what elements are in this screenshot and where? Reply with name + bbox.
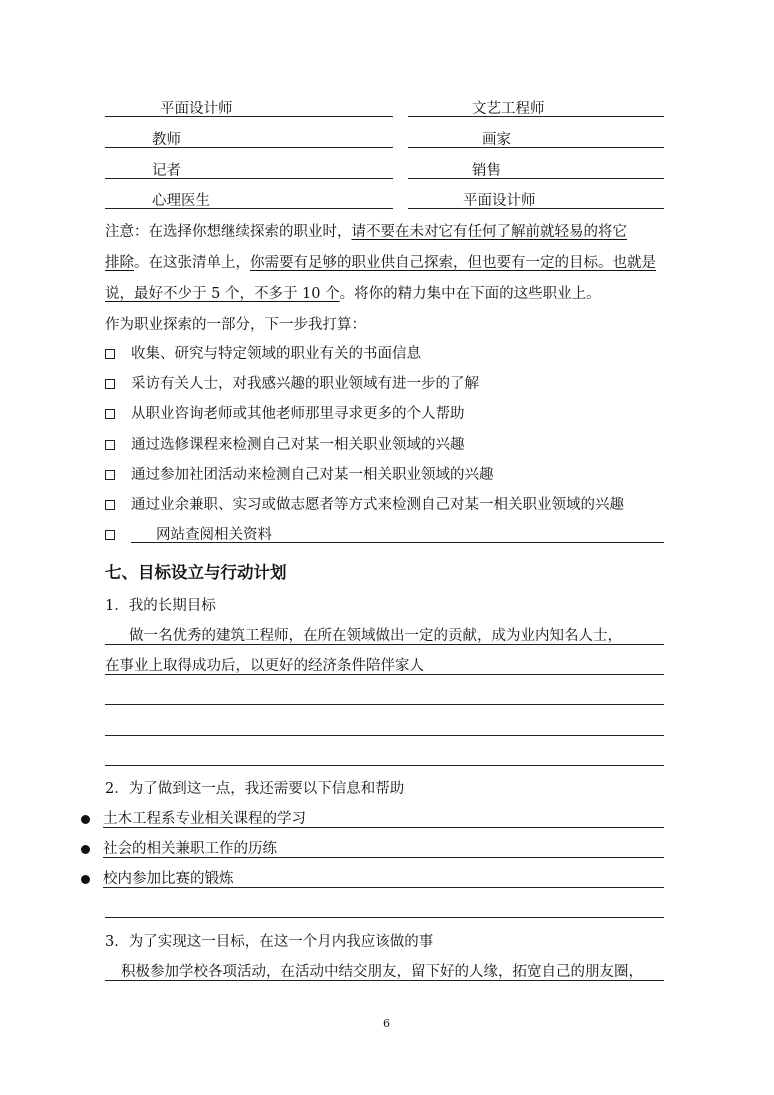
answer-line-blank	[105, 917, 664, 918]
page-number: 6	[383, 1017, 390, 1030]
career-left-2: 教师	[152, 132, 181, 148]
q2-item-1: 土木工程系专业相关课程的学习	[103, 811, 306, 827]
q3-label: 3．为了实现这一目标，在这一个月内我应该做的事	[105, 934, 434, 950]
section-heading: 七、目标设立与行动计划	[105, 563, 287, 582]
checklist-item: 通过选修课程来检测自己对某一相关职业领域的兴趣	[131, 437, 465, 453]
answer-line	[105, 980, 664, 981]
checklist-item: 收集、研究与特定领域的职业有关的书面信息	[131, 346, 421, 362]
career-left-1: 平面设计师	[160, 101, 233, 117]
career-right-3: 销售	[472, 163, 501, 179]
q1-label: 1．我的长期目标	[105, 598, 216, 614]
bullet-icon	[81, 845, 90, 854]
career-right-2: 画家	[482, 132, 511, 148]
career-line	[408, 116, 664, 117]
plan-intro: 作为职业探索的一部分，下一步我打算：	[105, 317, 366, 333]
career-line	[105, 116, 393, 117]
q1-answer-line-2: 在事业上取得成功后，以更好的经济条件陪伴家人	[105, 658, 424, 674]
bullet-icon	[81, 875, 90, 884]
checkbox-1[interactable]	[105, 349, 115, 359]
checkbox-3[interactable]	[105, 409, 115, 419]
career-left-3: 记者	[152, 163, 181, 179]
q1-answer-line-1: 做一名优秀的建筑工程师，在所在领域做出一定的贡献，成为业内知名人士，	[129, 628, 622, 644]
answer-line-blank	[105, 704, 664, 705]
bullet-icon	[81, 815, 90, 824]
answer-line	[105, 644, 664, 645]
checkbox-5[interactable]	[105, 470, 115, 480]
q3-answer-line-1: 积极参加学校各项活动，在活动中结交朋友，留下好的人缘，拓宽自己的朋友圈，	[121, 964, 643, 980]
career-right-1: 文艺工程师	[472, 101, 545, 117]
career-line	[105, 178, 393, 179]
career-line	[408, 147, 664, 148]
answer-line	[103, 827, 664, 828]
checkbox-7[interactable]	[105, 530, 115, 540]
checklist-item: 通过业余兼职、实习或做志愿者等方式来检测自己对某一相关职业领域的兴趣	[131, 497, 624, 513]
checklist-item: 采访有关人士，对我感兴趣的职业领域有进一步的了解	[131, 376, 479, 392]
note-line-2: 排除。在这张清单上，你需要有足够的职业供自己探索，但也要有一定的目标。也就是	[105, 255, 656, 271]
checklist-item: 网站查阅相关资料	[156, 527, 272, 543]
career-left-4: 心理医生	[152, 193, 210, 209]
career-line	[408, 208, 664, 209]
checkbox-2[interactable]	[105, 379, 115, 389]
q2-item-3: 校内参加比赛的锻炼	[103, 871, 234, 887]
q2-label: 2．为了做到这一点，我还需要以下信息和帮助	[105, 781, 405, 797]
answer-line-blank	[105, 765, 664, 766]
note-line-1: 注意：在选择你想继续探索的职业时，请不要在未对它有任何了解前就轻易的将它	[105, 224, 627, 240]
career-line	[408, 178, 664, 179]
q2-item-2: 社会的相关兼职工作的历练	[103, 841, 277, 857]
career-line	[105, 208, 393, 209]
answer-line	[105, 674, 664, 675]
checkbox-6[interactable]	[105, 500, 115, 510]
note-line-3: 说，最好不少于 5 个，不多于 10 个。将你的精力集中在下面的这些职业上。	[105, 286, 601, 302]
answer-line	[103, 857, 664, 858]
checklist-item: 通过参加社团活动来检测自己对某一相关职业领域的兴趣	[131, 467, 494, 483]
career-right-4: 平面设计师	[463, 193, 536, 209]
answer-line	[103, 887, 664, 888]
checklist-item: 从职业咨询老师或其他老师那里寻求更多的个人帮助	[131, 406, 465, 422]
checkbox-4[interactable]	[105, 440, 115, 450]
checklist-fill-line	[131, 542, 664, 543]
career-line	[105, 147, 393, 148]
answer-line-blank	[105, 735, 664, 736]
